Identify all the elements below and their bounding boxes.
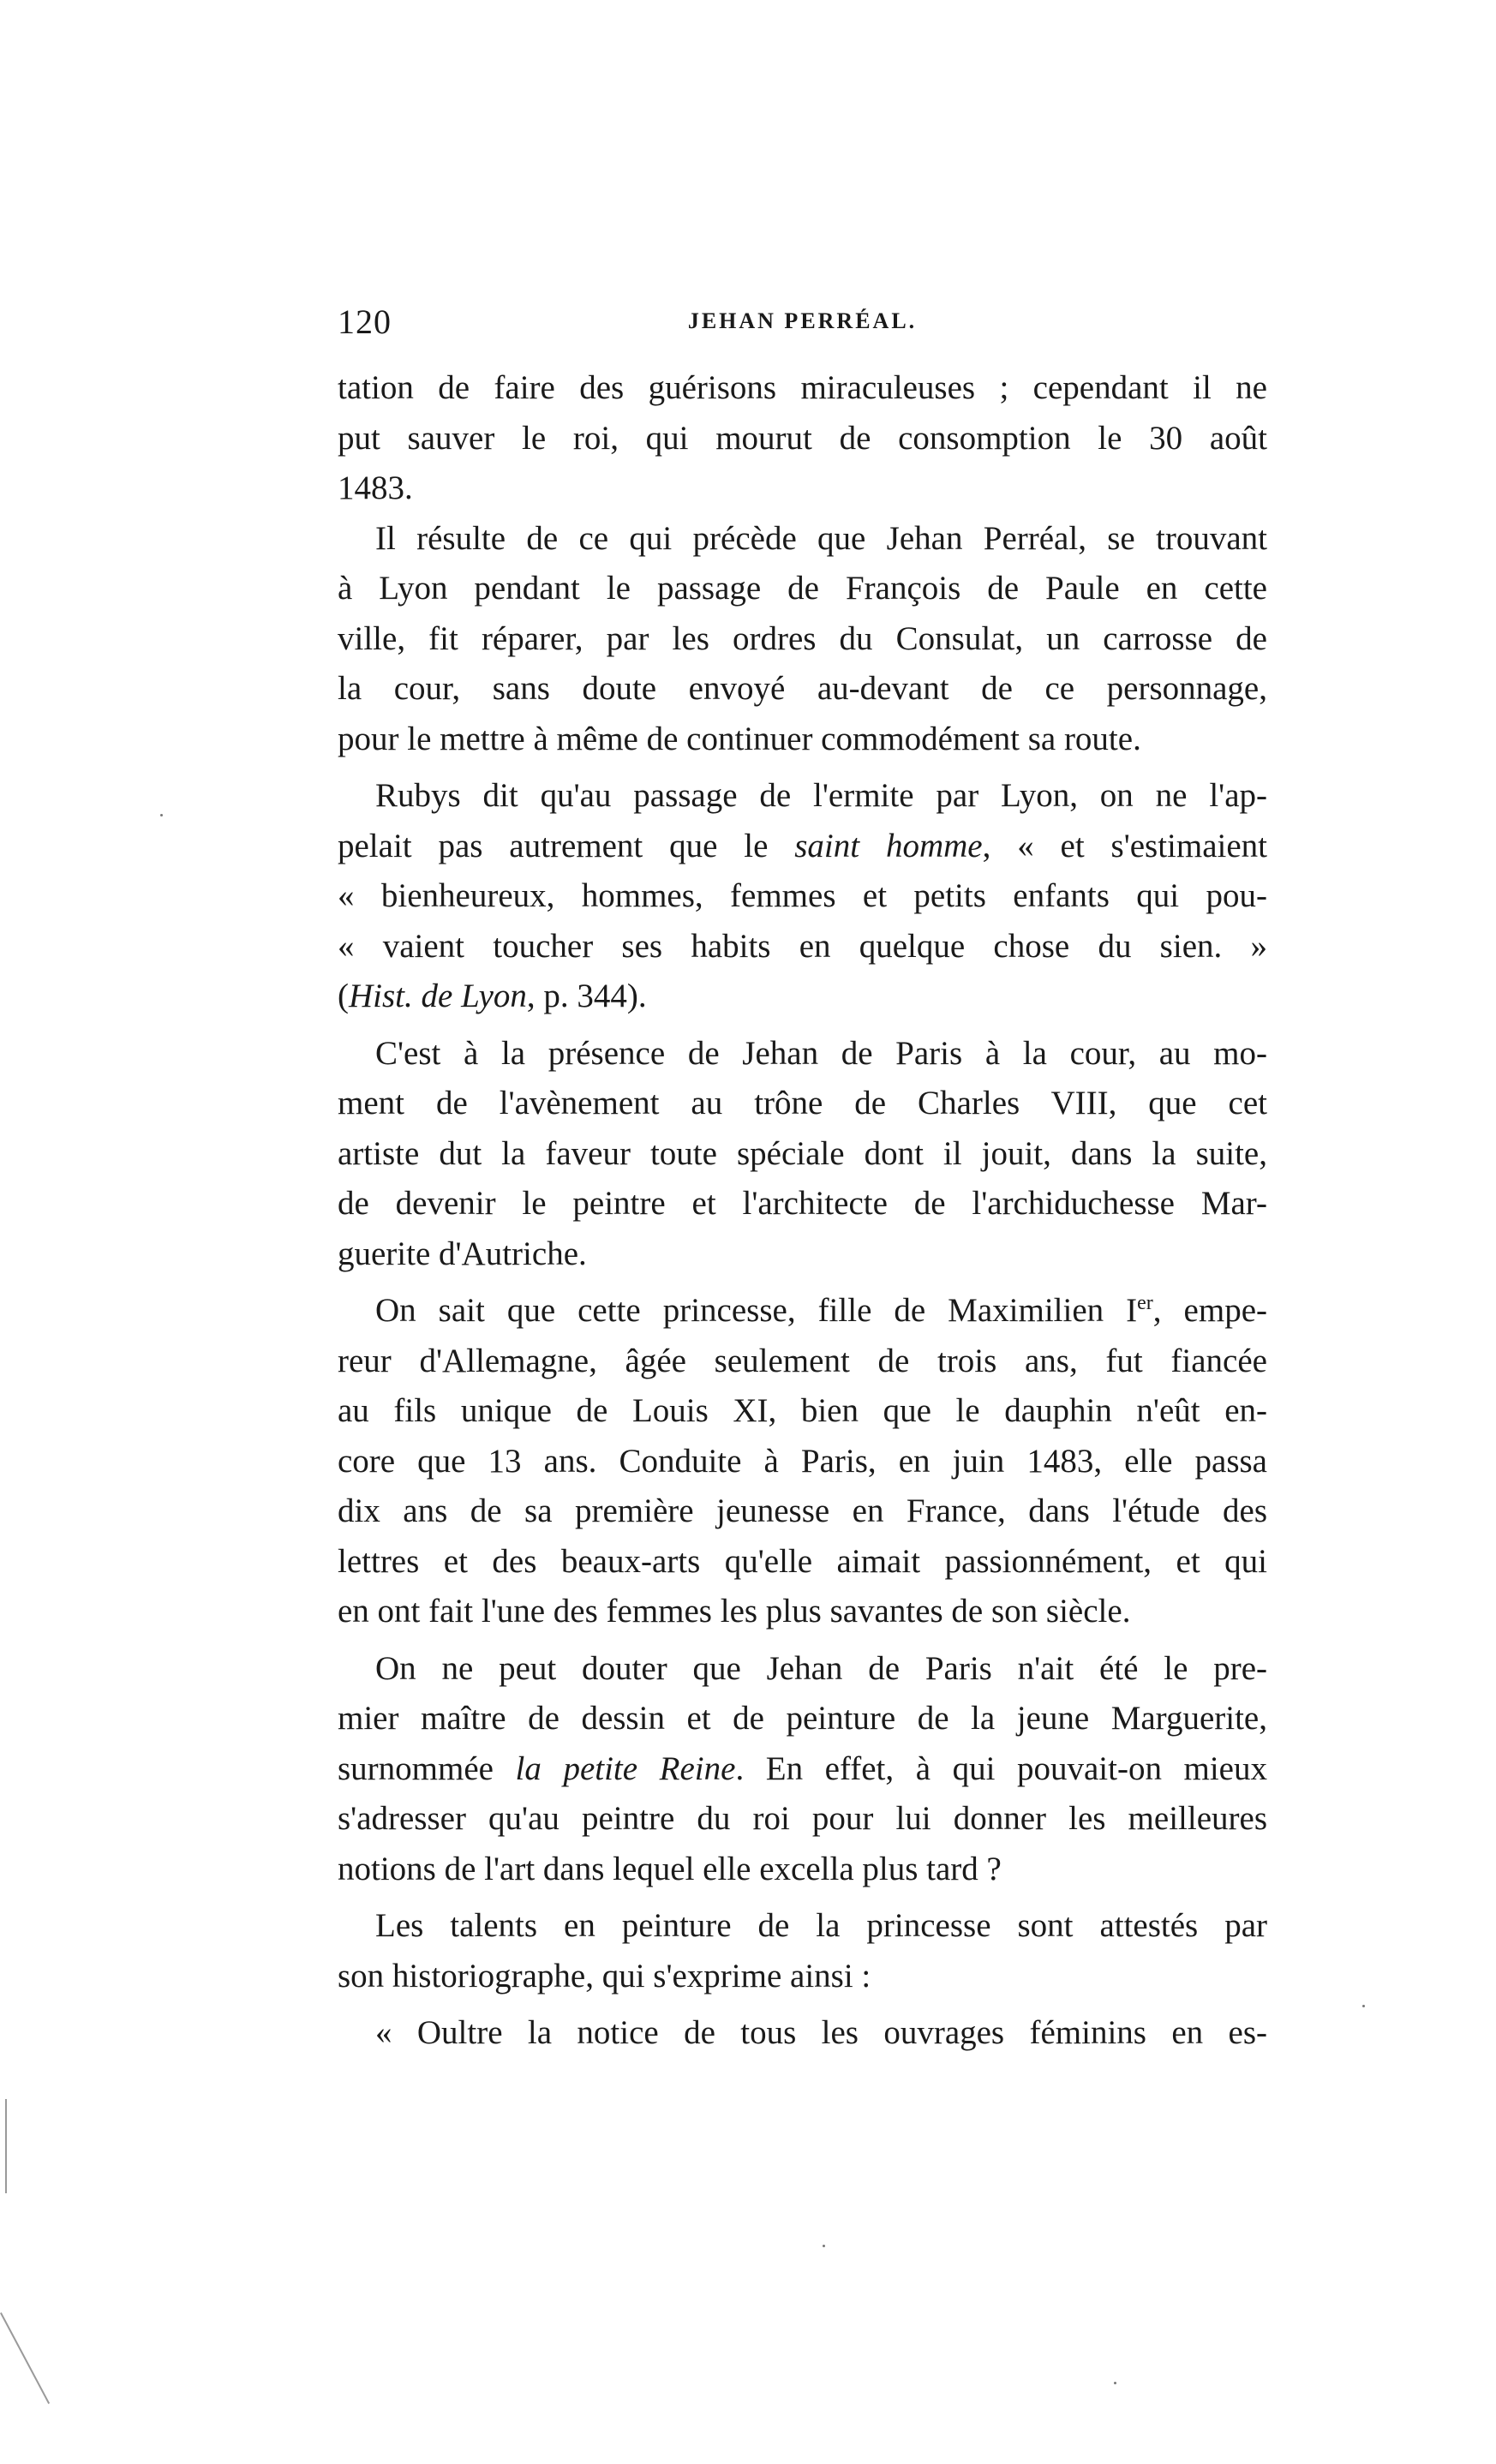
text-run: surnommée xyxy=(338,1749,494,1787)
body-text xyxy=(338,363,1267,2059)
running-title: JEHAN PERRÉAL. xyxy=(687,308,918,333)
text-line: core que 13 ans. Conduite à Paris, en juin 1483, elle passa xyxy=(338,1442,1267,1480)
scan-margin-line xyxy=(0,2312,50,2404)
text-line: tation de faire des guérisons miraculeuses ; cependant il ne xyxy=(338,369,1267,406)
text-run: ( xyxy=(338,978,349,1014)
text-line xyxy=(338,822,1267,872)
italic-term: saint homme xyxy=(794,827,983,864)
page-number: 120 xyxy=(338,302,392,341)
text-line: dix ans de sa première jeunesse en France, dans l'étude des xyxy=(338,1492,1267,1529)
citation-title: Hist. de Lyon xyxy=(349,978,527,1014)
paragraph xyxy=(338,514,1267,765)
paragraph xyxy=(338,1901,1267,2001)
paragraph xyxy=(338,1029,1267,1280)
text-run: . En effet, à qui pouvait-on mieux xyxy=(735,1749,1267,1787)
text-line: Les talents en peinture de la princesse sont attestés par xyxy=(375,1907,1267,1944)
text-line xyxy=(338,1744,1267,1795)
text-run: On sait que cette princesse, fille de Maximilien I xyxy=(375,1292,1138,1329)
text-line: au fils unique de Louis XI, bien que le dauphin n'eût en- xyxy=(338,1392,1267,1429)
text-line: s'adresser qu'au peintre du roi pour lui donner les meilleures xyxy=(338,1800,1267,1837)
text-line: de devenir le peintre et l'architecte de l'archiduchesse Mar- xyxy=(338,1185,1267,1222)
text-line: « Oultre la notice de tous les ouvrages féminins en es- xyxy=(375,2014,1267,2051)
italic-term: la petite Reine xyxy=(515,1749,736,1787)
text-line: ville, fit réparer, par les ordres du Consulat, un carrosse de xyxy=(338,619,1267,657)
text-line: put sauver le roi, qui mourut de consomption le 30 août xyxy=(338,419,1267,457)
text-line: pour le mettre à même de continuer commodément sa route. xyxy=(338,720,1141,757)
text-line xyxy=(338,972,1267,1022)
paragraph xyxy=(338,1644,1267,1895)
text-run: , empe- xyxy=(1152,1292,1267,1329)
text-line: « bienheureux, hommes, femmes et petits enfants qui pou- xyxy=(338,877,1267,914)
text-run: , « et s'estimaient xyxy=(982,827,1268,864)
text-line: Rubys dit qu'au passage de l'ermite par Lyon, on ne l'ap- xyxy=(375,777,1267,814)
text-line: C'est à la présence de Jehan de Paris à la cour, au mo- xyxy=(375,1034,1267,1072)
text-line: artiste dut la faveur toute spéciale dont il jouit, dans la suite, xyxy=(338,1134,1267,1172)
scan-speck xyxy=(1362,2005,1365,2007)
text-line: Il résulte de ce qui précède que Jehan Perréal, se trouvant xyxy=(375,519,1267,557)
scan-speck xyxy=(823,2245,825,2247)
text-line: son historiographe, qui s'exprime ainsi : xyxy=(338,1957,871,1995)
running-head xyxy=(338,302,1267,346)
text-line: la cour, sans doute envoyé au-devant de ce personnage, xyxy=(338,670,1267,707)
text-line: à Lyon pendant le passage de François de Paule en cette xyxy=(338,570,1267,607)
text-line: lettres et des beaux-arts qu'elle aimait passionnément, et qui xyxy=(338,1542,1267,1580)
text-line: en ont fait l'une des femmes les plus savantes de son siècle. xyxy=(338,1593,1131,1630)
text-line: « vaient toucher ses habits en quelque chose du sien. » xyxy=(338,927,1267,965)
scan-margin-line xyxy=(5,2099,7,2193)
scan-speck xyxy=(160,814,163,816)
superscript: er xyxy=(1137,1292,1153,1314)
text-line: On ne peut douter que Jehan de Paris n'ait été le pre- xyxy=(375,1649,1267,1687)
text-line: notions de l'art dans lequel elle excella plus tard ? xyxy=(338,1850,1002,1887)
text-line: mier maître de dessin et de peinture de la jeune Marguerite, xyxy=(338,1700,1267,1737)
text-line: guerite d'Autriche. xyxy=(338,1235,587,1272)
text-run: , p. 344). xyxy=(526,978,647,1014)
text-line: reur d'Allemagne, âgée seulement de trois ans, fut fiancée xyxy=(338,1342,1267,1379)
scan-speck xyxy=(1114,2382,1116,2384)
paragraph xyxy=(338,2008,1267,2059)
text-line: 1483. xyxy=(338,469,413,506)
paragraph xyxy=(338,1286,1267,1637)
text-run: pelait pas autrement que le xyxy=(338,827,769,864)
paragraph xyxy=(338,363,1267,514)
text-line: ment de l'avènement au trône de Charles VIII, que cet xyxy=(338,1085,1267,1121)
paragraph xyxy=(338,771,1267,1022)
text-line xyxy=(338,1286,1267,1337)
